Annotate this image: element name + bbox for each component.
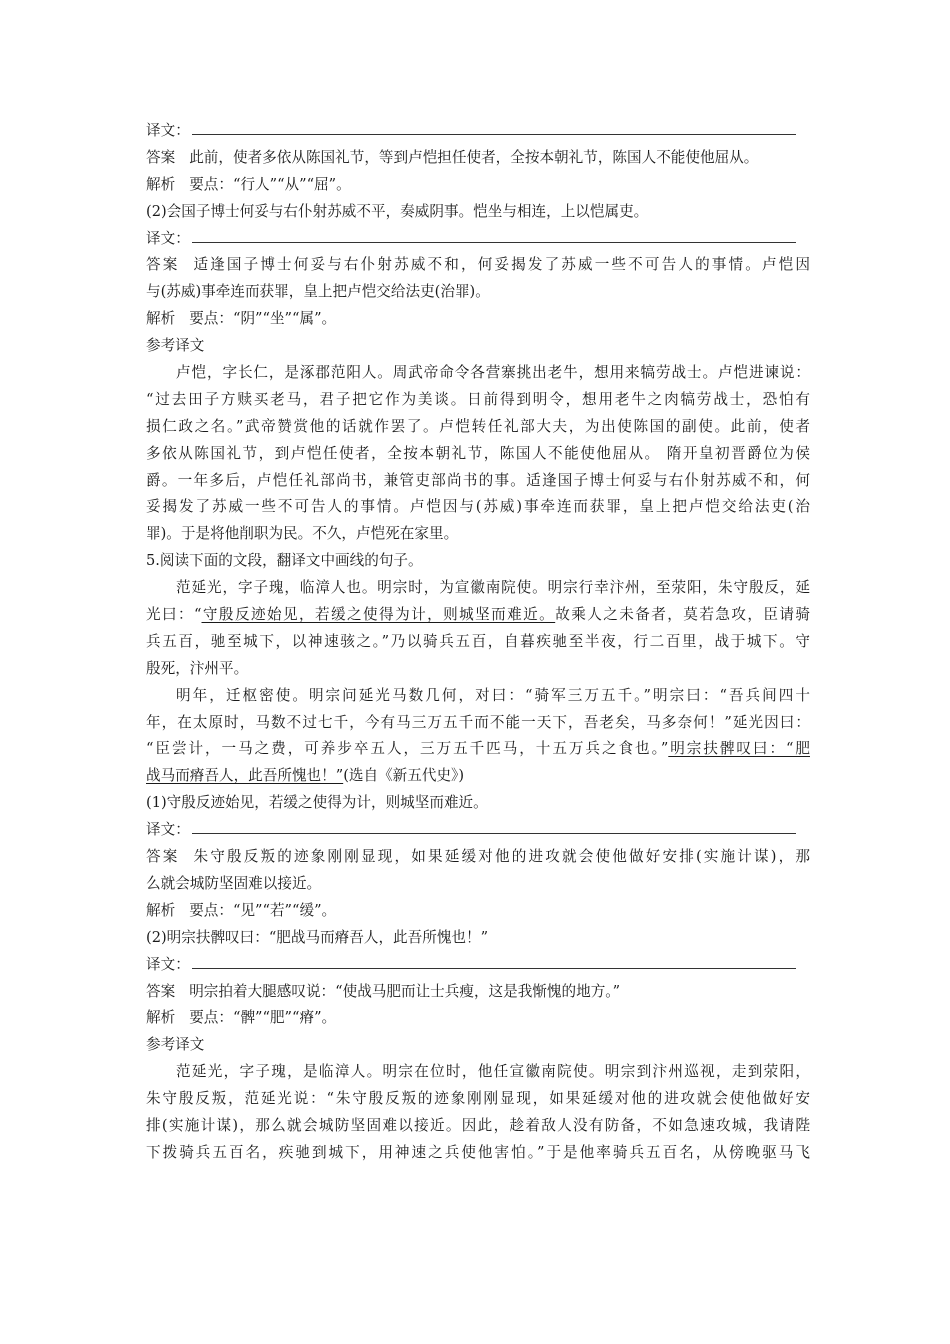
answer-3-line-1 (146, 846, 810, 867)
answer-1 (146, 147, 810, 168)
text-segment: 译文： (146, 955, 190, 973)
text-segment: 解析 (146, 310, 176, 328)
text-segment: 译文： (146, 229, 190, 247)
answer-blank[interactable] (192, 229, 796, 243)
analysis-4 (146, 1007, 810, 1028)
answer-blank[interactable] (192, 955, 796, 969)
reference-line: “过去田子方赎买老马，君子把它作为美谈。日前得到明令，想用老牛之肉犒劳战士，恐怕有 (146, 390, 810, 408)
text-segment: “臣尝计，一马之费，可养步卒五人，三万五千匹马，十五万兵之食也。” (146, 740, 669, 758)
reference-line: 下拨骑兵五百名，疾驰到城下，用神速之兵使他害怕。”于是他率骑兵五百名，从傍晚驱马飞 (146, 1143, 810, 1161)
text-segment: 要点：“见”“若”“缓”。 (189, 901, 337, 919)
reference-line: 卢恺，字长仁，是涿郡范阳人。周武帝命令各营寨挑出老牛，想用来犒劳战士。卢恺进谏说： (176, 364, 810, 382)
text-segment: 要点：“髀”“肥”“瘠”。 (189, 1009, 337, 1027)
reference-title-2: 参考译文 (146, 1036, 205, 1054)
analysis-3 (146, 900, 810, 921)
translation-line-2 (146, 228, 810, 249)
sub-question-2: (2)明宗扶髀叹曰：“肥战马而瘠吾人，此吾所愧也！” (146, 928, 489, 946)
reference-line: 爵。一年多后，卢恺任礼部尚书，兼管吏部尚书的事。适逢国子博士何妥与右仆射苏威不和，何 (146, 471, 810, 489)
text-segment: 光曰：“ (146, 606, 202, 624)
question-2: (2)会国子博士何妥与右仆射苏威不平，奏威阴事。恺坐与相连，上以恺属吏。 (146, 202, 649, 220)
reference-line: 妥揭发了苏威一些不可告人的事情。卢恺因与(苏威)事牵连而获罪，皇上把卢恺交给法吏(治 (146, 498, 810, 516)
reference-line: 多依从陈国礼节，到卢恺任使者，全按本朝礼节，陈国人不能使他屈从。 隋开皇初晋爵位为侯 (146, 444, 810, 462)
underlined-sentence-2-cont: 战马而瘠吾人，此吾所愧也！” (146, 767, 344, 785)
passage-line (146, 765, 810, 786)
answer-blank[interactable] (192, 121, 796, 135)
answer-3-line-2: 么就会城防坚固难以接近。 (146, 874, 322, 892)
answer-2-line-1 (146, 254, 810, 275)
translation-line-1 (146, 120, 810, 141)
document-page (146, 120, 810, 1169)
reference-line: 罪)。于是将他削职为民。不久，卢恺死在家里。 (146, 525, 459, 543)
text-segment: 译文： (146, 122, 190, 139)
reference-line: 排(实施计谋)，那么就会城防坚固难以接近。因此，趁着敌人没有防备，不如急速攻城，我请陛 (146, 1116, 810, 1134)
text-segment: 故乘人之未备者，莫若急攻，臣请骑 (555, 606, 810, 624)
passage-line: 兵五百，驰至城下，以神速骇之。”乃以骑兵五百，自暮疾驰至半夜，行二百里，战于城下。守 (146, 632, 810, 650)
passage-line: 殷死，汴州平。 (146, 659, 249, 677)
text-segment: 适逢国子博士何妥与右仆射苏威不和，何妥揭发了苏威一些不可告人的事情。卢恺因 (193, 256, 810, 274)
question-5-heading: 5.阅读下面的文段，翻译文中画线的句子。 (146, 552, 423, 570)
analysis-2 (146, 308, 810, 329)
text-segment: 朱守殷反叛的迹象刚刚显现，如果延缓对他的进攻就会使他做好安排(实施计谋)，那 (193, 848, 810, 866)
reference-title: 参考译文 (146, 337, 205, 355)
reference-line: 范延光，字子瑰，是临漳人。明宗在位时，他任宣徽南院使。明宗到汴州巡视，走到荥阳， (176, 1063, 810, 1081)
passage-line: 年，在太原时，马数不过七千，今有马三万五千而不能一天下，吾老矣，马多奈何！”延光因曰： (146, 713, 810, 731)
answer-blank[interactable] (192, 820, 796, 834)
answer-4 (146, 981, 810, 1002)
text-segment: 解析 (146, 175, 176, 193)
text-segment: (选自《新五代史》) (343, 767, 465, 785)
analysis-1 (146, 174, 810, 195)
text-segment: 答案 (146, 982, 176, 1000)
text-segment: 答案 (146, 848, 180, 866)
answer-2-line-2: 与(苏威)事牵连而获罪，皇上把卢恺交给法吏(治罪)。 (146, 283, 490, 301)
translation-line-4 (146, 954, 810, 975)
text-segment: 解析 (146, 1009, 176, 1027)
text-segment: 解析 (146, 901, 176, 919)
passage-line: 明年，迁枢密使。明宗问延光马数几何，对曰：“骑军三万五千。”明宗曰：“吾兵间四十 (176, 686, 810, 704)
underlined-sentence-2: 明宗扶髀叹曰：“肥 (668, 740, 810, 758)
reference-line: 朱守殷反叛，范延光说：“朱守殷反叛的迹象刚刚显现，如果延缓对他的进攻就会使他做好安 (146, 1090, 810, 1108)
translation-line-3 (146, 819, 810, 840)
text-segment: 译文： (146, 821, 190, 839)
passage-line (146, 604, 810, 625)
text-segment: 要点：“行人”“从”“屈”。 (189, 175, 351, 193)
text-segment: 要点：“阴”“坐”“属”。 (189, 310, 337, 328)
text-segment: 此前，使者多依从陈国礼节，等到卢恺担任使者，全按本朝礼节，陈国人不能使他屈从。 (189, 148, 759, 166)
passage-line (146, 738, 810, 759)
text-segment: 答案 (146, 148, 176, 166)
text-segment: 答案 (146, 256, 180, 274)
reference-line: 损仁政之名。”武帝赞赏他的话就作罢了。卢恺转任礼部大夫，为出使陈国的副使。此前，使者 (146, 417, 810, 435)
text-segment: 明宗拍着大腿感叹说：“使战马肥而让士兵瘦，这是我惭愧的地方。” (189, 982, 621, 1000)
underlined-sentence-1: 守殷反迹始见，若缓之使得为计，则城坚而难近。 (201, 606, 556, 624)
sub-question-1: (1)守殷反迹始见，若缓之使得为计，则城坚而难近。 (146, 794, 488, 812)
passage-line: 范延光，字子瑰，临漳人也。明宗时，为宣徽南院使。明宗行幸汴州，至荥阳，朱守殷反，延 (176, 579, 810, 597)
